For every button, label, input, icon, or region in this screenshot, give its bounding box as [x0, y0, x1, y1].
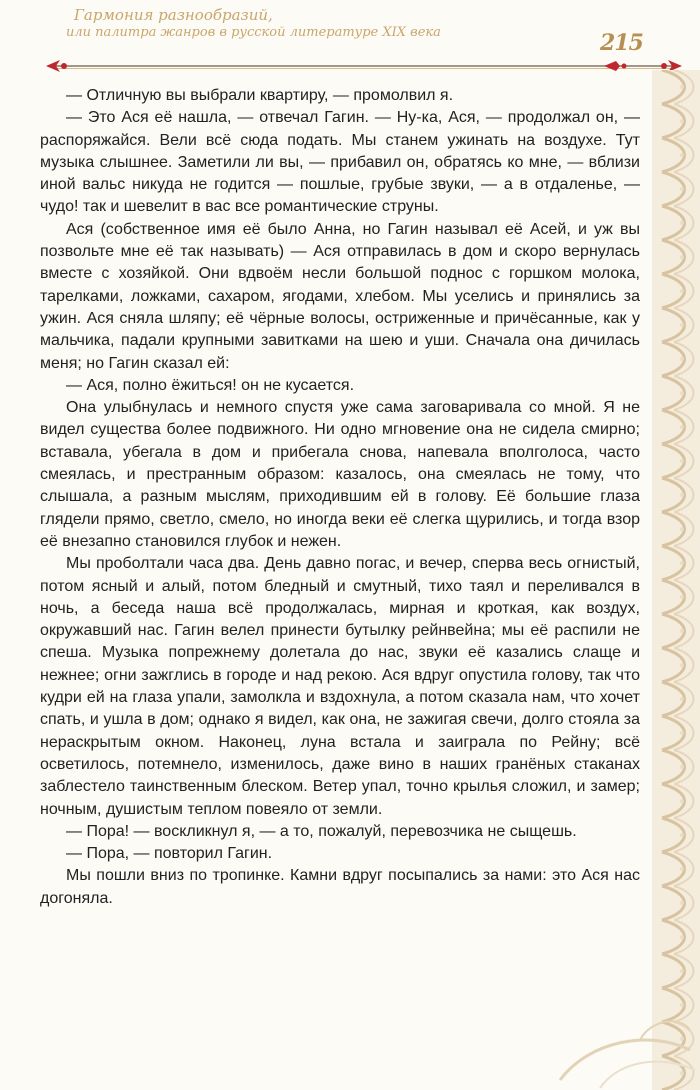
paragraph: — Пора! — воскликнул я, — а то, пожалуй, перевозчика не сыщешь.: [66, 822, 577, 840]
running-header: [58, 6, 578, 42]
center-flower-ornament: [604, 61, 627, 71]
decorative-side-border: [652, 70, 700, 1090]
corner-swirl-ornament: [540, 1000, 700, 1090]
paragraph: — Это Ася её нашла, — отвечал Гагин. — Ну-ка, Ася, — продолжал он, — распоряжайся. Вели всё сюда подать. Мы станем ужинать на воздухе. Тут музыка слышнее. Заметили ли вы, — прибавил он, обратясь ко мне, — вблизи иной вальс никуда не годится — пошлые, грубые звуки, — а в отдаленье, — чудо! так и шевелит в вас все романтические струны.: [40, 109, 640, 216]
paragraph: Мы проболтали часа два. День давно погас, и вечер, сперва весь огнистый, потом ясный и алый, потом бледный и смутный, тихо таял и переливался в ночь, а беседа наша всё продолжалась, мирная и кроткая, как воздух, окружавший нас. Гагин велел принести бутылку рейнвейна; мы её распили не спеша. Музыка попрежнему долетала до нас, звуки её казались слаще и нежнее; огни зажглись в городе и над рекою. Ася вдруг опустила голову, так что кудри ей на глаза упали, замолкла и вздохнула, а потом сказала нам, что хочет спать, и ушла в дом; однако я видел, как она, не зажигая свечи, долго стояла за нераскрытым окном. Наконец, луна встала и заиграла по Рейну; всё осветилось, потемнело, изменилось, даже вино в наших гранёных стаканах заблестело таинственным блеском. Ветер упал, точно крылья сложил, и замер; ночным, душистым теплом повеяло от земли.: [40, 555, 640, 818]
paragraph: — Отличную вы выбрали квартиру, — промолвил я.: [66, 87, 454, 104]
header-divider-ornament: [44, 56, 684, 76]
header-title-line-1: Гармония разнообразий,: [74, 6, 273, 24]
page-number: 215: [600, 30, 643, 56]
header-title-line-2: или палитра жанров в русской литературе XIX века: [66, 25, 441, 40]
paragraph: — Ася, полно ёжиться! он не кусается.: [66, 376, 355, 394]
main-text: [40, 85, 640, 910]
paragraph: Она улыбнулась и немного спустя уже сама заговаривала со мной. Я не видел существа более подвижного. Ни одно мгновение она не сидела смирно; вставала, убегала в дом и прибегала снова, напевала вполголоса, часто смеялась, и престранным образом: казалось, она смеялась не тому, что слышала, а разным мыслям, приходившим ей в голову. Её большие глаза глядели прямо, светло, смело, но иногда веки её слегка щурились, и тогда взор её внезапно становился глубок и нежен.: [40, 399, 640, 550]
paragraph: — Пора, — повторил Гагин.: [66, 845, 273, 863]
paragraph: Мы пошли вниз по тропинке. Камни вдруг посыпались за нами: это Ася нас догоняла.: [40, 867, 640, 907]
paragraph: Ася (собственное имя её было Анна, но Гагин называл её Асей, и уж вы позвольте мне её так называть) — Ася отправилась в дом и скоро вернулась вместе с хозяйкой. Они вдвоём несли большой поднос с горшком молока, тарелками, ложками, сахаром, ягодами, хлебом. Мы уселись и принялись за ужин. Ася сняла шляпу; её чёрные волосы, остриженные и причёсанные, как у мальчика, падали крупными завитками на шею и уши. Сначала она дичилась меня; но Гагин сказал ей:: [40, 220, 640, 372]
